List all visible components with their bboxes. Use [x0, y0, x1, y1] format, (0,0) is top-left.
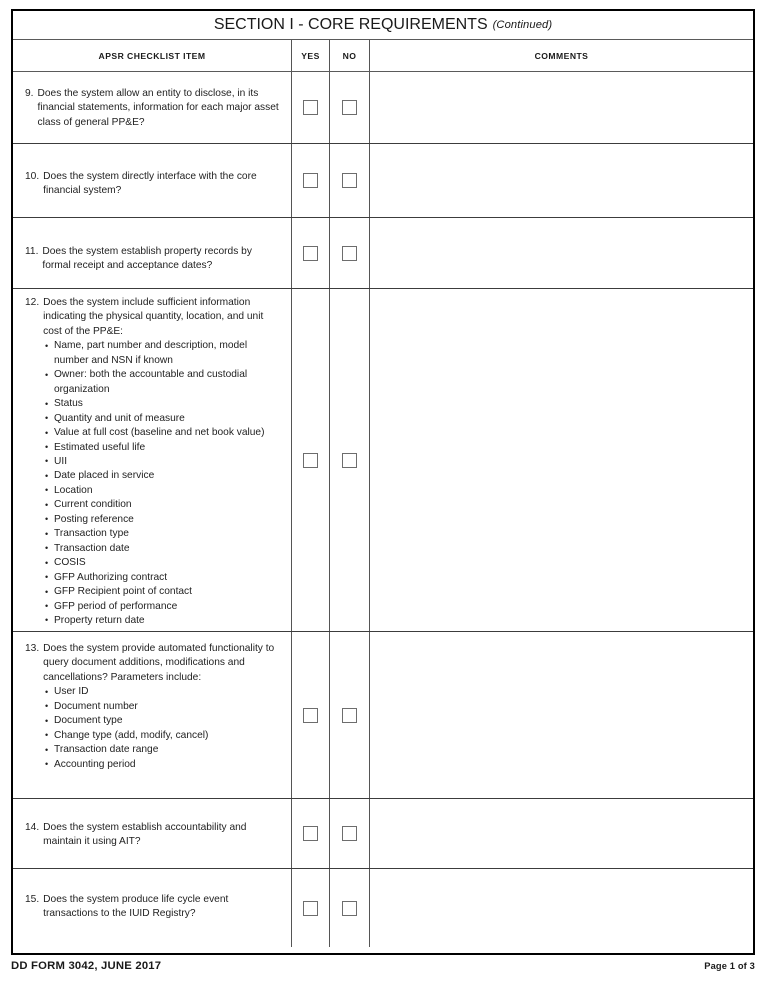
yes-column-cell: [291, 218, 329, 288]
bullet-item: • Property return date: [45, 614, 283, 628]
comments-text: [370, 799, 753, 821]
checklist-item-cell: [13, 869, 291, 947]
checklist-item-cell: [13, 799, 291, 868]
question-number: 10.: [25, 171, 40, 182]
checkbox-wrapper: [330, 799, 369, 868]
yes-checkbox[interactable]: [303, 246, 318, 261]
yes-column-cell: [291, 72, 329, 143]
question-number: 12.: [25, 297, 40, 308]
yes-checkbox[interactable]: [303, 826, 318, 841]
checkbox-wrapper: [292, 289, 329, 631]
no-column-cell: [329, 218, 369, 288]
question-text: Does the system establish property records by formal receipt and acceptance dates?: [42, 246, 252, 272]
yes-checkbox[interactable]: [303, 100, 318, 115]
comments-text: [370, 72, 753, 87]
checkbox-wrapper: [292, 144, 329, 217]
bullet-item: • Document type: [45, 714, 283, 728]
checkbox-wrapper: [330, 72, 369, 143]
question-text: Does the system include sufficient information indicating the physical quantity, location, and unit cost of the PP&E:: [43, 297, 264, 337]
no-column-cell: [329, 144, 369, 217]
yes-checkbox[interactable]: [303, 901, 318, 916]
checkbox-wrapper: [330, 144, 369, 217]
bullet-item: • Accounting period: [45, 758, 283, 772]
question-bullet-list: [45, 685, 283, 772]
comments-cell[interactable]: [369, 72, 753, 143]
no-checkbox[interactable]: [342, 100, 357, 115]
page-number: Page 1 of 3: [704, 961, 755, 971]
no-column-cell: [329, 289, 369, 631]
question-line: [25, 296, 283, 339]
bullet-item: • Transaction date range: [45, 743, 283, 757]
no-checkbox[interactable]: [342, 246, 357, 261]
question-line: [25, 821, 283, 850]
checklist-item-text: [13, 632, 291, 772]
table-row: [13, 289, 753, 632]
checkbox-wrapper: [292, 632, 329, 798]
bullet-item: • GFP Authorizing contract: [45, 571, 283, 585]
column-header-comments: COMMENTS: [369, 40, 753, 71]
yes-column-cell: [291, 144, 329, 217]
question-number: 9.: [25, 88, 34, 99]
checklist-item-cell: [13, 218, 291, 288]
yes-column-cell: [291, 869, 329, 947]
bullet-item: • Change type (add, modify, cancel): [45, 729, 283, 743]
question-line: [25, 893, 283, 922]
comments-text: [370, 218, 753, 245]
bullet-item: • Current condition: [45, 498, 283, 512]
comments-cell[interactable]: [369, 869, 753, 947]
bullet-item: • UII: [45, 455, 283, 469]
bullet-item: • Owner: both the accountable and custodial organization: [45, 368, 283, 397]
comments-text: [370, 144, 753, 170]
no-checkbox[interactable]: [342, 708, 357, 723]
table-row: [13, 799, 753, 869]
checklist-item-text: [13, 144, 291, 199]
question-text: Does the system establish accountability and maintain it using AIT?: [43, 822, 247, 848]
yes-checkbox[interactable]: [303, 708, 318, 723]
section-header-banner: [13, 11, 753, 40]
question-text: Does the system provide automated functionality to query document additions, modifications and cancellations? Parameters include:: [43, 643, 275, 683]
checklist-item-cell: [13, 72, 291, 143]
form-identifier: DD FORM 3042, JUNE 2017: [11, 960, 162, 972]
comments-cell[interactable]: [369, 218, 753, 288]
no-checkbox[interactable]: [342, 453, 357, 468]
comments-text: [370, 869, 753, 893]
checklist-item-cell: [13, 289, 291, 631]
bullet-item: • Transaction date: [45, 542, 283, 556]
checkbox-wrapper: [292, 218, 329, 288]
checkbox-wrapper: [330, 218, 369, 288]
checklist-item-text: [13, 869, 291, 922]
bullet-item: • COSIS: [45, 556, 283, 570]
checkbox-wrapper: [330, 869, 369, 947]
question-line: [25, 170, 283, 199]
bullet-item: • Date placed in service: [45, 469, 283, 483]
bullet-item: • Transaction type: [45, 527, 283, 541]
table-row: [13, 869, 753, 947]
page-footer: [11, 960, 755, 972]
no-column-cell: [329, 632, 369, 798]
question-text: Does the system allow an entity to disclose, in its financial statements, information for each major asset class of general PP&E?: [37, 88, 279, 128]
no-column-cell: [329, 72, 369, 143]
question-line: [25, 642, 283, 685]
comments-cell[interactable]: [369, 144, 753, 217]
column-header-no: NO: [329, 40, 369, 71]
column-header-item: APSR CHECKLIST ITEM: [98, 50, 206, 61]
section-title: SECTION I - CORE REQUIREMENTS: [213, 16, 488, 33]
question-line: [25, 245, 283, 274]
bullet-item: • Name, part number and description, model number and NSN if known: [45, 339, 283, 368]
checkbox-wrapper: [292, 799, 329, 868]
comments-text: [370, 289, 753, 296]
yes-checkbox[interactable]: [303, 453, 318, 468]
no-checkbox[interactable]: [342, 173, 357, 188]
bullet-item: • Posting reference: [45, 513, 283, 527]
checklist-item-cell: [13, 144, 291, 217]
comments-text: [370, 632, 753, 642]
column-header-yes: YES: [291, 40, 329, 71]
checkbox-wrapper: [292, 72, 329, 143]
bullet-item: • Document number: [45, 700, 283, 714]
comments-cell[interactable]: [369, 289, 753, 631]
checklist-rows: [13, 72, 753, 947]
no-checkbox[interactable]: [342, 901, 357, 916]
no-column-cell: [329, 799, 369, 868]
bullet-item: • Quantity and unit of measure: [45, 412, 283, 426]
checklist-item-text: [13, 218, 291, 274]
question-number: 14.: [25, 822, 40, 833]
table-row: [13, 72, 753, 144]
checklist-item-text: [13, 72, 291, 130]
no-checkbox[interactable]: [342, 826, 357, 841]
question-bullet-list: [45, 339, 283, 628]
table-row: [13, 632, 753, 799]
bullet-item: • Value at full cost (baseline and net book value): [45, 426, 283, 440]
question-text: Does the system directly interface with the core financial system?: [43, 171, 257, 197]
bullet-item: • GFP Recipient point of contact: [45, 585, 283, 599]
bullet-item: • User ID: [45, 685, 283, 699]
yes-column-cell: [291, 632, 329, 798]
checkbox-wrapper: [330, 632, 369, 798]
checkbox-wrapper: [292, 869, 329, 947]
bullet-item: • Status: [45, 397, 283, 411]
checklist-table: [11, 9, 755, 955]
checklist-item-cell: [13, 632, 291, 798]
comments-cell[interactable]: [369, 632, 753, 798]
bullet-item: • Location: [45, 484, 283, 498]
question-line: [25, 87, 283, 130]
question-number: 11.: [25, 246, 39, 257]
checkbox-wrapper: [330, 289, 369, 631]
yes-column-cell: [291, 289, 329, 631]
comments-cell[interactable]: [369, 799, 753, 868]
question-number: 15.: [25, 894, 40, 905]
question-number: 13.: [25, 643, 40, 654]
bullet-item: • Estimated useful life: [45, 441, 283, 455]
question-text: Does the system produce life cycle event transactions to the IUID Registry?: [43, 894, 229, 920]
table-row: [13, 144, 753, 218]
section-continued-label: (Continued): [492, 19, 553, 31]
bullet-item: • GFP period of performance: [45, 600, 283, 614]
yes-column-cell: [291, 799, 329, 868]
checklist-item-text: [13, 799, 291, 850]
yes-checkbox[interactable]: [303, 173, 318, 188]
table-row: [13, 218, 753, 289]
table-column-header-row: [13, 40, 753, 72]
checklist-item-text: [13, 289, 291, 628]
no-column-cell: [329, 869, 369, 947]
